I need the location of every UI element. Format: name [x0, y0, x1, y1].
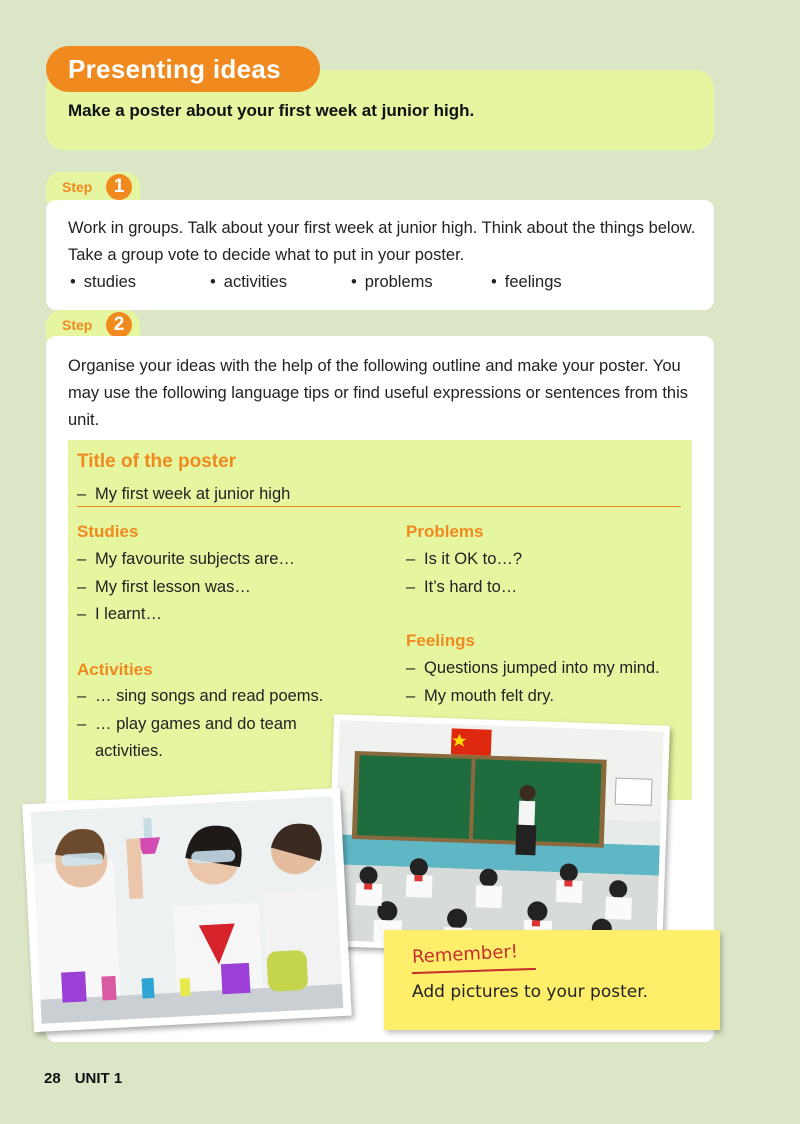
- science-lab-photo: [22, 788, 351, 1032]
- studies-item: – My first lesson was…: [77, 574, 377, 602]
- problems-item: – It’s hard to…: [406, 574, 686, 602]
- bullet-item: • activities: [210, 273, 287, 292]
- outline-title: Title of the poster: [77, 451, 237, 472]
- activities-list: [77, 683, 327, 766]
- step-2-label: Step: [62, 317, 93, 333]
- page-number: 28: [44, 1070, 61, 1087]
- activities-item: – … sing songs and read poems.: [77, 683, 327, 711]
- remember-heading: Remember!: [411, 941, 519, 968]
- feelings-item: – My mouth felt dry.: [406, 683, 690, 711]
- studies-list: [77, 546, 377, 629]
- outline-subtitle: – My first week at junior high: [77, 481, 290, 509]
- feelings-heading: Feelings: [406, 631, 475, 650]
- problems-item: – Is it OK to…?: [406, 546, 686, 574]
- poster-task: Make a poster about your first week at junior high.: [68, 101, 475, 120]
- feelings-list: [406, 655, 690, 710]
- remember-text: Add pictures to your poster.: [412, 982, 649, 1002]
- remember-sticky-note: [384, 930, 720, 1030]
- page-footer: [44, 1070, 122, 1087]
- unit-label: UNIT 1: [74, 1070, 123, 1087]
- studies-item: – I learnt…: [77, 601, 377, 629]
- step-1-bullet-list: [46, 273, 714, 297]
- step-1-tab: [46, 172, 140, 202]
- step-2-number: 2: [106, 312, 132, 338]
- problems-list: [406, 546, 686, 601]
- outline-divider: [77, 506, 681, 507]
- step-1-card: [46, 200, 714, 310]
- studies-heading: Studies: [77, 522, 139, 541]
- bullet-item: • studies: [70, 273, 136, 292]
- activities-heading: Activities: [77, 660, 153, 679]
- step-1-instructions: Work in groups. Talk about your first week at junior high. Think about the things below. Take a group vote to decide what to put in your poster.: [68, 219, 696, 264]
- section-title: Presenting ideas: [46, 46, 320, 92]
- step-1-label: Step: [62, 179, 93, 195]
- remember-underline: [412, 968, 536, 974]
- step-2-instructions: Organise your ideas with the help of the following outline and make your poster. You may use the following language tips or find useful expressions or sentences from this unit.: [68, 357, 688, 429]
- activities-item: – … play games and do team activities.: [77, 711, 327, 766]
- step-1-number: 1: [106, 174, 132, 200]
- feelings-item: – Questions jumped into my mind.: [406, 655, 690, 683]
- problems-heading: Problems: [406, 522, 484, 541]
- classroom-photo: [326, 714, 670, 958]
- bullet-item: • feelings: [491, 273, 562, 292]
- studies-item: – My favourite subjects are…: [77, 546, 377, 574]
- bullet-item: • problems: [351, 273, 433, 292]
